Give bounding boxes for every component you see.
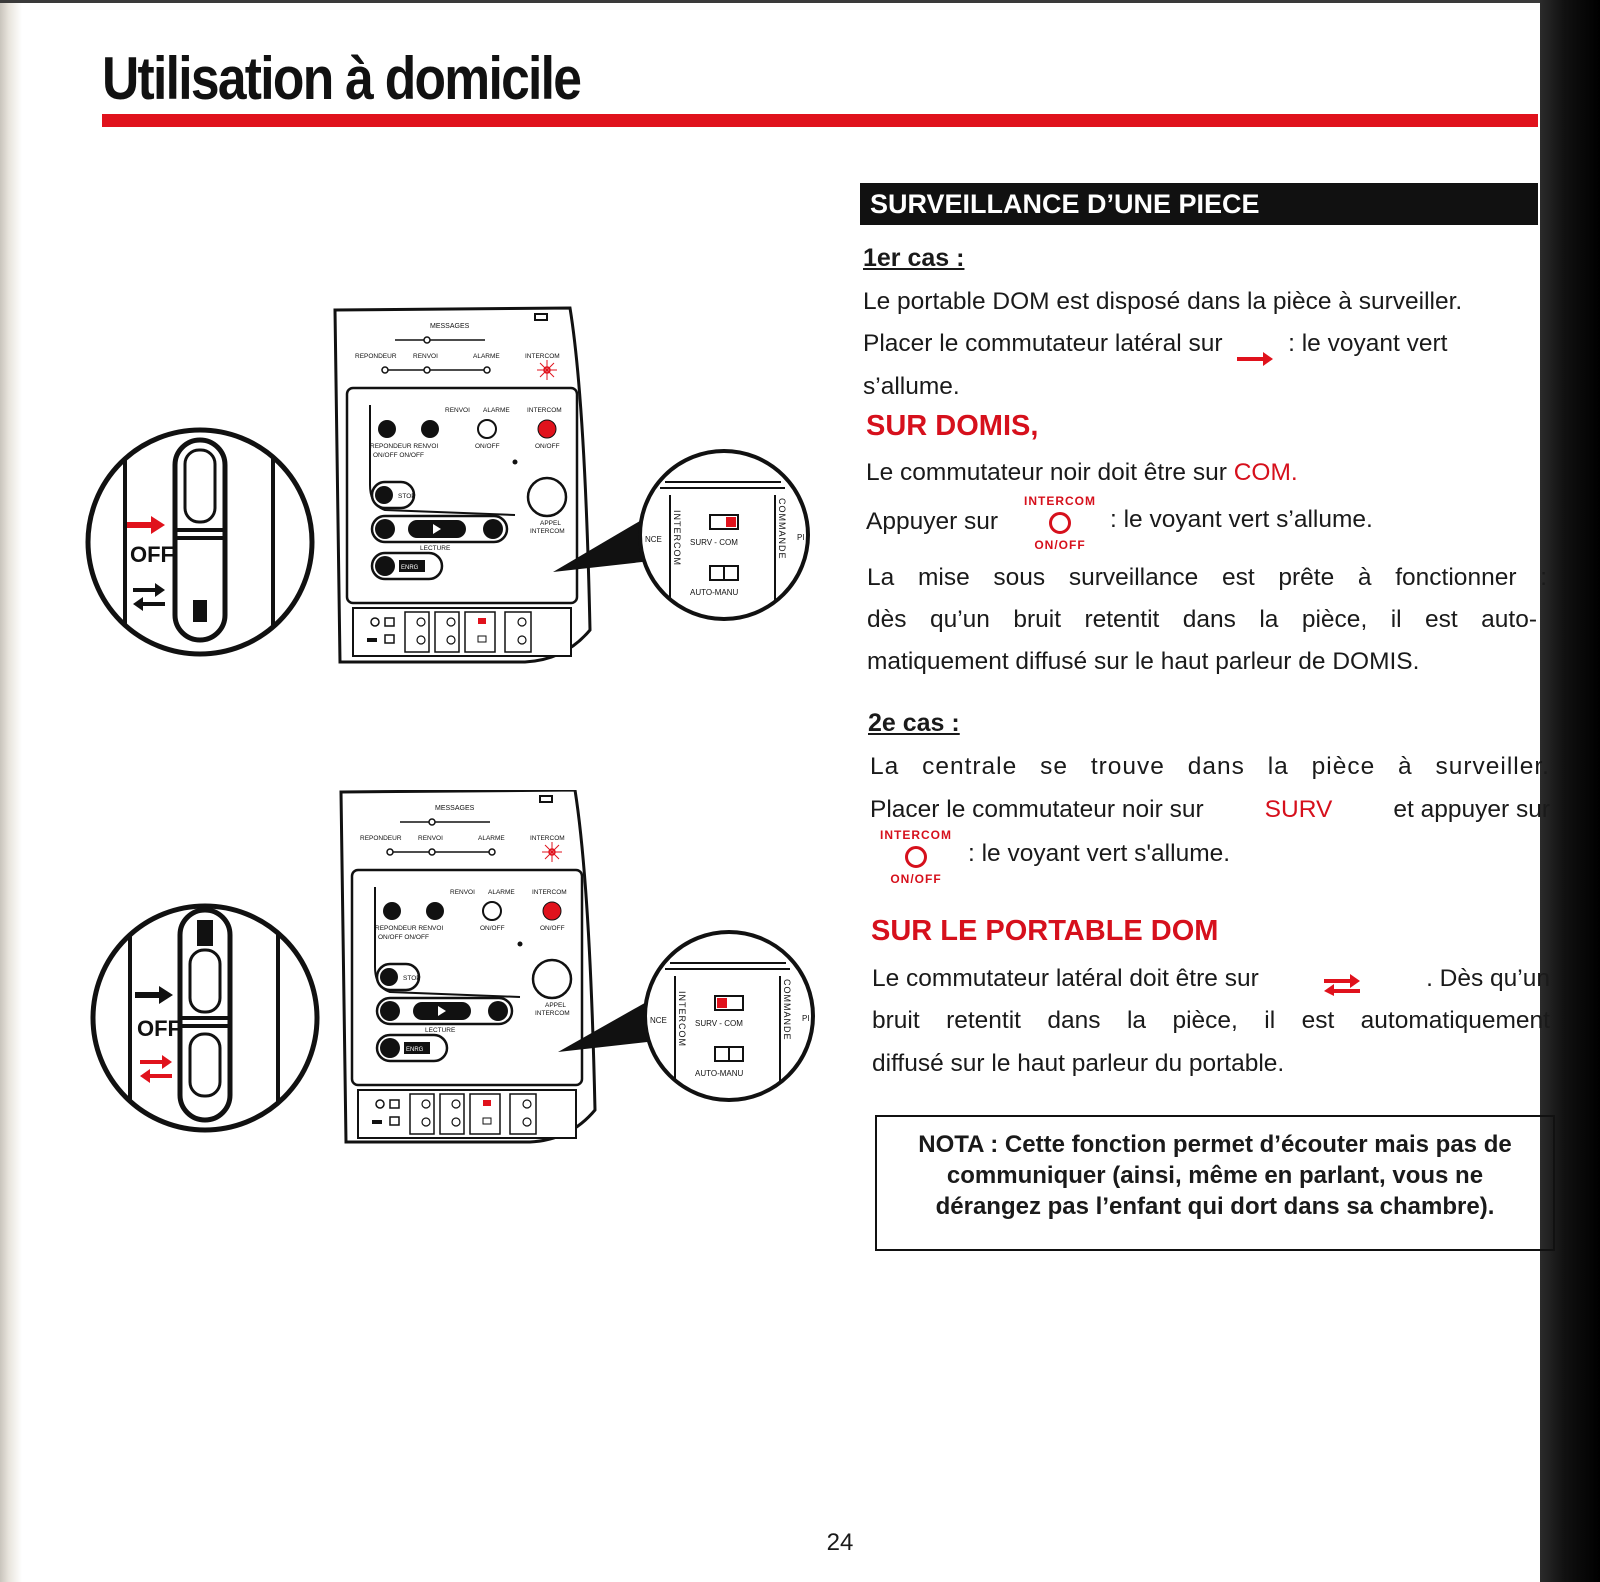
device-illustration-2: [85, 790, 825, 1170]
intercom-led-icon: [537, 360, 557, 380]
onoff-label: ON/OFF: [1034, 538, 1086, 552]
intercom-label: INTERCOM: [530, 835, 565, 842]
portable-line1b: . Dès qu’un: [1426, 965, 1550, 992]
commande-column: COMMANDE: [777, 498, 787, 560]
case1-line2b: : le voyant vert: [1288, 330, 1448, 357]
intercom-column: INTERCOM: [677, 991, 687, 1047]
case1-line3: s’allume.: [863, 373, 960, 400]
sur-domis-heading: SUR DOMIS,: [866, 410, 1039, 442]
portable-line3: diffusé sur le haut parleur du portable.: [872, 1050, 1285, 1077]
side-switch-zoom: [88, 430, 312, 654]
repondeur-button: [378, 420, 396, 438]
surv-label: SURV: [1264, 796, 1333, 823]
top-rule: [0, 0, 1540, 3]
figure-1: [85, 300, 825, 680]
alarme-label: ALARME: [473, 353, 500, 360]
console-panel: [341, 790, 595, 1142]
ring-icon-2: [905, 846, 927, 868]
renvoi-button: [421, 420, 439, 438]
intercom-label-2: INTERCOM: [532, 889, 567, 896]
renvoi-label: RENVOI: [413, 353, 438, 360]
case1-line2: [863, 323, 1447, 365]
intercom-label: INTERCOM: [1024, 494, 1096, 508]
domis-line2a: Appuyer sur: [866, 508, 999, 535]
case2-line1: La centrale se trouve dans la pièce à surveiller.: [870, 753, 1550, 780]
nce-label: NCE: [650, 1016, 667, 1025]
renvoi-label-2: RENVOI: [445, 407, 470, 414]
page-title: Utilisation à domicile: [102, 45, 581, 112]
domis-line1a: Le commutateur noir doit être sur: [866, 459, 1227, 486]
portable-line2: bruit retentit dans la pièce, il est automatiquement: [872, 1007, 1550, 1034]
pi-label: PI: [802, 1014, 810, 1023]
case1-para1: La mise sous surveillance est prête à fonctionner :: [867, 564, 1547, 591]
alarme-label-2: ALARME: [483, 407, 510, 414]
figure-2: [85, 790, 825, 1170]
case1-line1: Le portable DOM est disposé dans la pièce à surveiller.: [863, 288, 1463, 315]
onoff-onoff-label: ON/OFF ON/OFF: [378, 934, 429, 941]
side-switch-zoom: [93, 906, 317, 1130]
nota-box: NOTA : Cette fonction permet d’écouter mais pas de communiquer (ainsi, même en parlant, vous ne dérangez pas l’enfant qui dort dans sa chambre).: [875, 1115, 1555, 1251]
repondeur-renvoi-label: REPONDEUR RENVOI: [375, 925, 444, 932]
sur-portable-heading: SUR LE PORTABLE DOM: [871, 915, 1219, 947]
case2-line3: : le voyant vert s'allume.: [968, 840, 1231, 867]
intercom-onoff-label: ON/OFF: [540, 925, 565, 932]
appel-label: APPEL: [545, 1002, 566, 1009]
auto-manu-label: AUTO-MANU: [695, 1069, 744, 1078]
intercom-label-2: INTERCOM: [527, 407, 562, 414]
appel-intercom-button: [533, 960, 571, 998]
commande-column: COMMANDE: [782, 979, 792, 1041]
alarme-label-2: ALARME: [488, 889, 515, 896]
right-arrow-icon: [1237, 338, 1273, 352]
onoff-onoff-label: ON/OFF ON/OFF: [373, 452, 424, 459]
case1-para3: matiquement diffusé sur le haut parleur de DOMIS.: [867, 648, 1420, 675]
intercom-column: INTERCOM: [672, 510, 682, 566]
enrg-label: ENRG: [406, 1047, 424, 1053]
off-label: OFF: [137, 1016, 181, 1041]
intercom-button: [538, 420, 556, 438]
renvoi-button: [426, 902, 444, 920]
nce-label: NCE: [645, 535, 662, 544]
intercom-label: INTERCOM: [525, 353, 560, 360]
lecture-label: LECTURE: [420, 545, 451, 552]
stop-label: STOP: [403, 975, 421, 982]
intercom-button: [543, 902, 561, 920]
intercom-onoff-button-icon: [1020, 494, 1100, 564]
device-illustration-1: [85, 300, 825, 680]
alarme-button: [483, 902, 501, 920]
case1-heading: 1er cas :: [863, 244, 965, 272]
portable-line1a: Le commutateur latéral doit être sur: [872, 965, 1259, 992]
case2-line2a: Placer le commutateur noir sur: [870, 796, 1204, 823]
ring-icon: [1049, 512, 1071, 534]
console-panel: [335, 308, 590, 662]
section-title: SURVEILLANCE D’UNE PIECE: [860, 183, 1538, 225]
repondeur-label: REPONDEUR: [355, 353, 397, 360]
alarme-onoff-label: ON/OFF: [475, 443, 500, 450]
surv-com-label: SURV - COM: [690, 538, 738, 547]
appel-intercom-label: INTERCOM: [535, 1010, 570, 1017]
auto-manu-label: AUTO-MANU: [690, 588, 739, 597]
repondeur-renvoi-label: REPONDEUR RENVOI: [370, 443, 439, 450]
intercom-label-2: INTERCOM: [880, 828, 952, 842]
appel-intercom-label: INTERCOM: [530, 528, 565, 535]
title-rule: [102, 114, 1538, 127]
surv-com-label: SURV - COM: [695, 1019, 743, 1028]
alarme-onoff-label: ON/OFF: [480, 925, 505, 932]
onoff-label-2: ON/OFF: [890, 872, 942, 886]
stop-label: STOP: [398, 493, 416, 500]
renvoi-label: RENVOI: [418, 835, 443, 842]
domis-line1: [866, 452, 1298, 494]
case2-line2: [870, 789, 1550, 831]
com-label: COM.: [1233, 459, 1298, 486]
repondeur-label: REPONDEUR: [360, 835, 402, 842]
intercom-onoff-label: ON/OFF: [535, 443, 560, 450]
appel-label: APPEL: [540, 520, 561, 527]
case2-heading: 2e cas :: [868, 709, 960, 737]
case1-line2a: Placer le commutateur latéral sur: [863, 330, 1223, 357]
swap-arrows-icon: [1324, 968, 1360, 990]
renvoi-label-2: RENVOI: [450, 889, 475, 896]
pi-label: PI: [797, 533, 805, 542]
repondeur-button: [383, 902, 401, 920]
portable-line1: [872, 958, 1550, 1000]
appel-intercom-button: [528, 478, 566, 516]
case1-para2: dès qu’un bruit retentit dans la pièce, il est auto-: [867, 606, 1537, 633]
enrg-label: ENRG: [401, 565, 419, 571]
intercom-led-icon: [542, 842, 562, 862]
domis-line2b: : le voyant vert s’allume.: [1110, 506, 1373, 533]
case2-line2b: et appuyer sur: [1393, 796, 1550, 823]
intercom-onoff-button-icon-2: [876, 828, 956, 898]
commutator-zoom: [645, 932, 813, 1100]
lecture-label: LECTURE: [425, 1027, 456, 1034]
commutator-zoom: [640, 451, 808, 619]
page-number: 24: [826, 1529, 854, 1556]
messages-label: MESSAGES: [430, 323, 470, 330]
page-gutter: [0, 0, 22, 1582]
messages-label: MESSAGES: [435, 805, 475, 812]
off-label: OFF: [130, 542, 174, 567]
alarme-button: [478, 420, 496, 438]
alarme-label: ALARME: [478, 835, 505, 842]
